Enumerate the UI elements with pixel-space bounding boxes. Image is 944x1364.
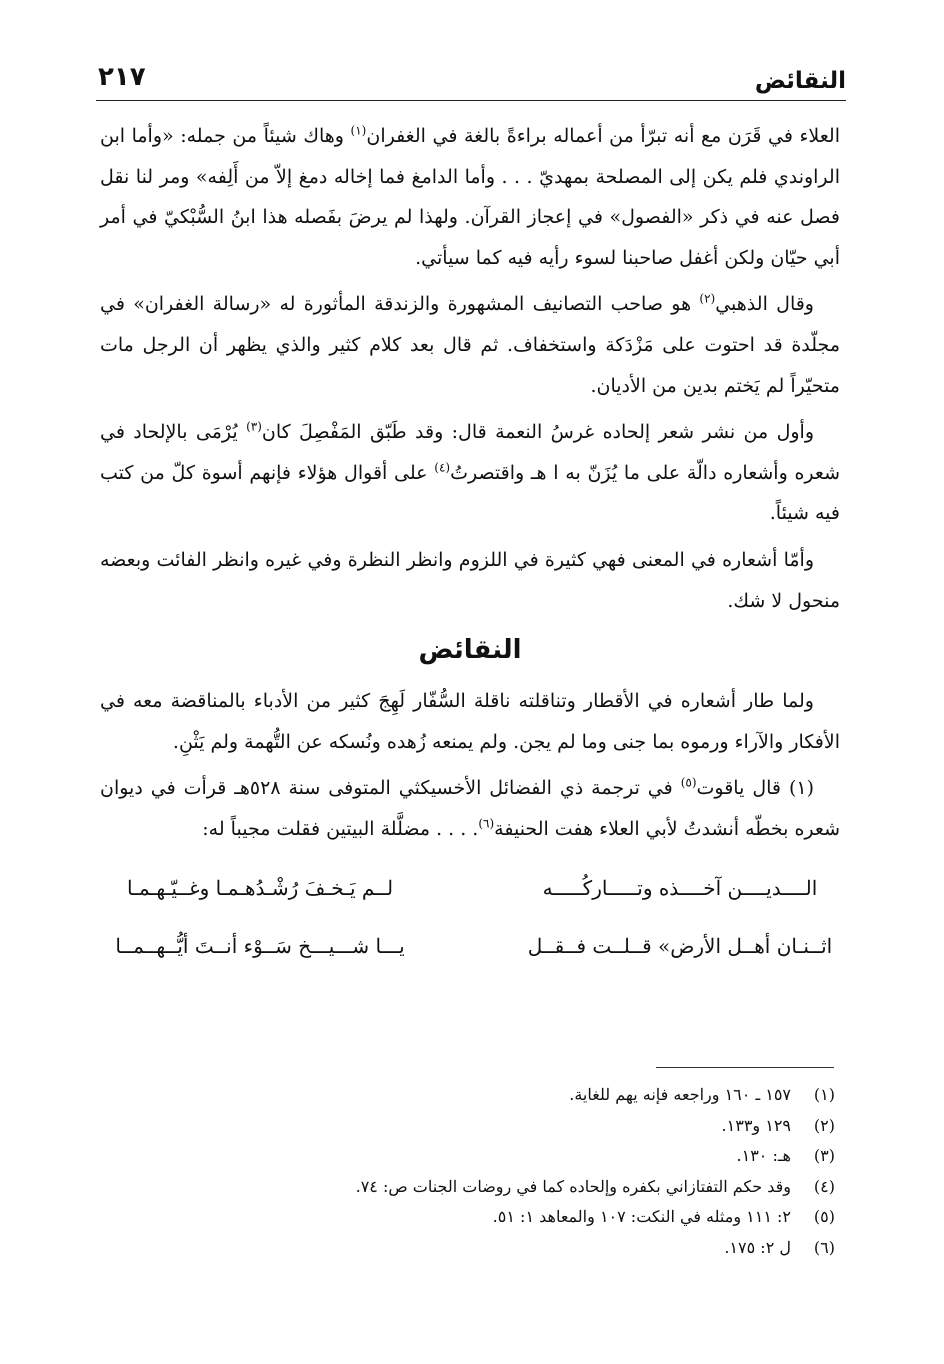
poem [100,860,840,976]
verse-first-hemistich: اثــنـان أهــل الأرض» قــلــت فــقــل [527,934,833,959]
verse-second-hemistich: لــم يَـخـفَ رُشْـدُهـمـا وغــيّـهـمـا [126,876,394,901]
footnotes [100,1080,835,1263]
body-text [100,116,840,976]
footnote-number: (٤) [813,1176,835,1196]
footnote-ref: (٤) [434,460,451,475]
footnote-ref: (٦) [478,816,495,831]
footnote-ref: (٥) [680,775,697,790]
footnote-text: ١٥٧ ـ ١٦٠ وراجعه فإنه يهم للغاية. [569,1085,791,1104]
footnote-number: (١) [813,1085,835,1104]
paragraph [100,681,840,762]
footnote-ref: (١) [350,123,367,138]
footnote [100,1233,835,1264]
section-heading: النقائض [418,635,522,666]
text-run: هو صاحب التصانيف المشهورة والزندقة المأثورة له «رسالة الغفران» في مجلّدة قد احتوت على مَزْدَكة واستخفاف. ثم قال بعد كلام كثير والذي يظهر أن الرجل مات متحيّراً لم يَختم بدين من الأديان. [100,293,840,397]
footnote-text: ١٢٩ و١٣٣. [721,1115,791,1135]
footnote-text: ل ٢: ١٧٥. [724,1237,791,1257]
paragraph [100,540,840,621]
footnote [100,1111,835,1142]
text-run: على أقوال هؤلاء فإنهم أسوة كلّ من كتب فيه شيئاً. [100,461,840,525]
footnote-number: (٣) [813,1146,835,1165]
verse-first-hemistich: الــــديــــن آخــــذه وتـــــاركُـــــه [542,876,818,901]
footnote-text: هـ: ١٣٠. [736,1146,791,1165]
footnote [100,1141,835,1172]
text-run: (١) قال ياقوت [696,777,815,800]
paragraph [100,116,840,278]
text-run: وهاك شيئاً من جمله: «وأما ابن الراوندي فلم يكن إلى المصلحة بمهديّ . . . وأما الدامغ فما إخاله دمغ إلاّ من أَلِفه» ومر لنا نقل فصل عنه في ذكر «الفصول» في إعجاز القرآن. ولهذا لم يرضَ بفَصله هذا ابنُ السُّبْكيّ في أمر أبي حيّان ولكن أغفل صاحبنا لسوء رأيه فيه كما سيأتي. [100,125,840,269]
footnote [100,1202,835,1233]
footnote-number: (٢) [813,1115,835,1135]
text-run: يُرْمَى بالإلحاد في شعره وأشعاره دالّة على ما يُزَنّ به ا هـ واقتصرتُ [100,421,840,484]
page-number: ٢١٧ [98,62,146,92]
paragraph [100,284,840,406]
text-run: وأول من نشر شعر إلحاده غرسُ النعمة قال: وقد طَبّق المَفْصِلَ كان [261,421,815,444]
paragraph [100,768,840,849]
text-run: . . . . مضلَّلة البيتين فقلت مجيباً له: [202,817,479,840]
verse-second-hemistich: يـــا شـــيـــخ سَــوْء أنــتَ أيُّــهــمــا [115,934,405,959]
text-run: العلاء في قَرَن مع أنه تبرّأ من أعماله براءةً بالغة في الغفران [366,125,840,147]
verse-line [100,918,840,976]
footnote-separator [656,1067,834,1068]
page-header [96,60,846,101]
footnote [100,1172,835,1203]
footnote-ref: (٣) [246,419,262,434]
running-title: النقائض [754,68,846,94]
footnote-ref: (٢) [699,292,716,307]
footnote-number: (٥) [813,1207,835,1226]
text-run: وقال الذهبي [715,293,814,316]
footnote-text: ٢: ١١١ ومثله في النكت: ١٠٧ والمعاهد ١: ٥١. [492,1207,791,1226]
footnote [100,1080,835,1111]
verse-line [100,860,840,918]
footnote-text: وقد حكم التفتازاني بكفره وإلحاده كما في روضات الجنات ص: ٧٤. [355,1176,791,1196]
text-run: وأمّا أشعاره في المعنى فهي كثيرة في اللزوم وانظر النظرة وفي غيره وانظر الفائت وبعضه منحول لا شك. [100,548,840,612]
text-run: ولما طار أشعاره في الأقطار وتناقلته ناقلة السُّفّار لَهِجَ كثير من الأدباء بالمناقضة معه في الأفكار والآراء ورموه بما جنى وما لم يجن. ولم يمنعه زُهده ونُسكه عن التُّهمة ولم يَثْنِ. [100,690,840,753]
paragraph [100,412,840,534]
footnote-number: (٦) [813,1237,835,1257]
text-run: في ترجمة ذي الفضائل الأخسيكثي المتوفى سنة ٥٢٨هـ قرأت في ديوان شعره بخطّه أنشدتُ لأبي العلاء هفت الحنيفة [100,777,840,840]
